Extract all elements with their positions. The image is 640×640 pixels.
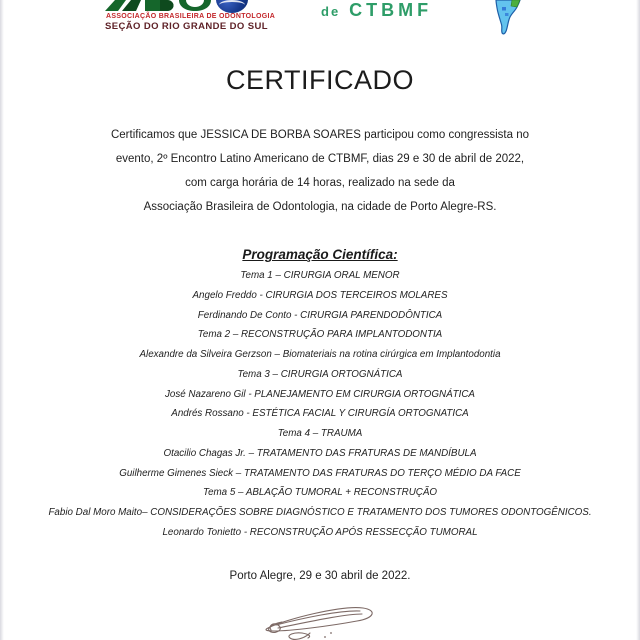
body-line: Certificamos que JESSICA DE BORBA SOARES participou como congressista no [110,129,529,141]
program-line: Otacilio Chagas Jr. – TRATAMENTO DAS FRATURAS DE MANDÍBULA [163,447,477,459]
event-mark-acronym: CTBMF [349,0,433,20]
south-america-map-icon [489,0,531,36]
body-line: evento, 2º Encontro Latino Americano de CTBMF, dias 29 e 30 de abril de 2022, [115,153,525,165]
program-line: José Nazareno Gil - PLANEJAMENTO EM CIRURGIA ORTOGNÁTICA [165,388,475,400]
body-line: com carga horária de 14 horas, realizado na sede da [185,177,455,189]
program-line: Angelo Freddo - CIRURGIA DOS TERCEIROS MOLARES [192,289,448,301]
certificate-title: CERTIFICADO [225,65,414,95]
photo-edge-left [0,0,4,640]
program-line: Tema 3 – CIRURGIA ORTOGNÁTICA [237,368,403,380]
photo-edge-right [636,0,640,640]
body-line: Associação Brasileira de Odontologia, na cidade de Porto Alegre-RS. [143,201,497,213]
program-list [20,266,620,543]
program-line: Andrés Rossano - ESTÉTICA FACIAL Y CIRURGÍA ORTOGNATICA [171,408,469,420]
program-line: Tema 5 – ABLAÇÃO TUMORAL + RECONSTRUÇÃO [202,487,437,499]
program-line: Alexandre da Silveira Gerzson – Biomateriais na rotina cirúrgica em Implantodontia [139,349,501,360]
event-mark-ctbmf [321,0,432,21]
certificate-body [40,123,600,219]
abo-letters-icon [105,0,217,11]
signature-scribble [258,599,383,640]
event-mark-de: de [321,4,341,19]
program-line: Leonardo Tonietto - RECONSTRUÇÃO APÓS RESSECÇÃO TUMORAL [162,526,478,538]
program-heading: Programação Científica: [242,247,398,262]
program-line: Tema 1 – CIRURGIA ORAL MENOR [240,270,400,281]
globe-icon [216,0,248,13]
logo-org-line1: ASSOCIAÇÃO BRASILEIRA DE ODONTOLOGIA [106,13,276,20]
program-line: Tema 2 – RECONSTRUÇÃO PARA IMPLANTODONTIA [197,329,443,341]
program-line: Guilherme Gimenes Sieck – TRATAMENTO DAS FRATURAS DO TERÇO MÉDIO DA FACE [119,467,521,479]
program-line: Tema 4 – TRAUMA [277,428,363,439]
program-line: Ferdinando De Conto - CIRURGIA PARENDODÔNTICA [197,309,443,321]
program-line: Fabio Dal Moro Maito– CONSIDERAÇÕES SOBRE DIAGNÓSTICO E TRATAMENTO DOS TUMORES ODONTOGÊNICOS. [48,507,592,518]
logo-org-line2: SEÇÃO DO RIO GRANDE DO SUL [105,21,268,32]
date-line: Porto Alegre, 29 e 30 abril de 2022. [229,570,411,582]
